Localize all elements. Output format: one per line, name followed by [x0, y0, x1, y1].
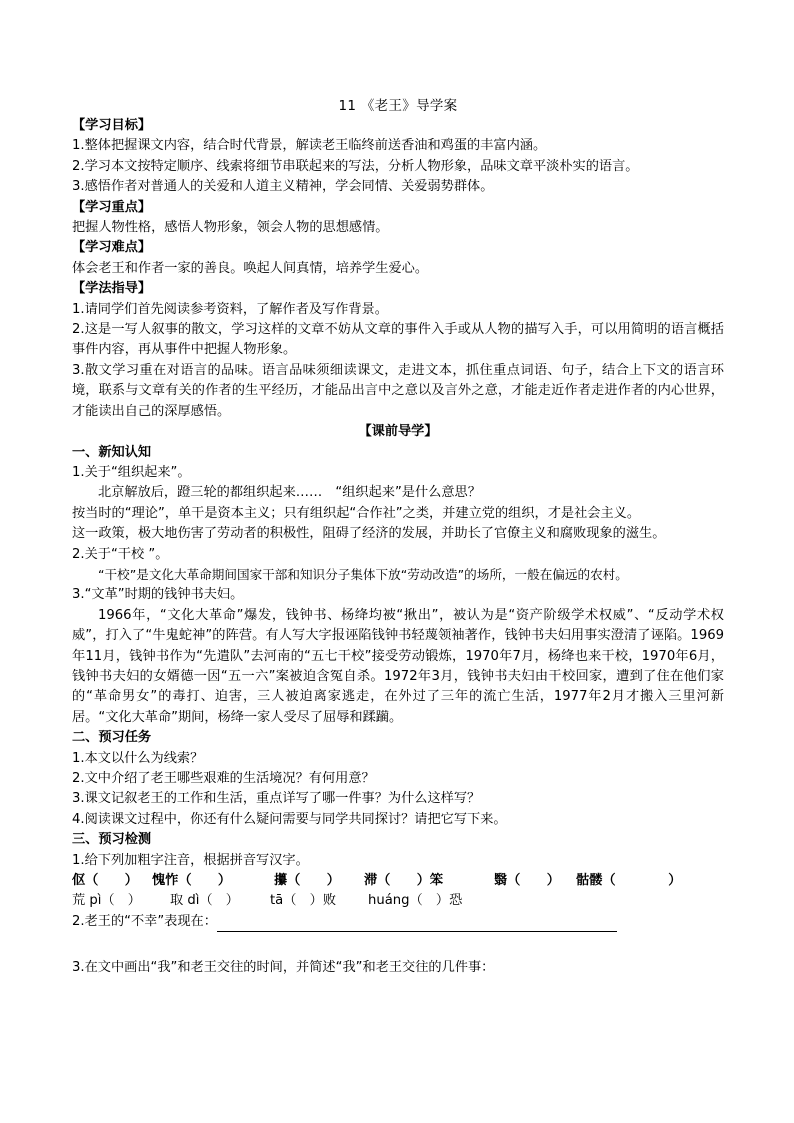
pinyin-cell: huáng（ ）恐	[368, 893, 463, 909]
q3-text: 1966年，“文化大革命”爆发，钱钟书、杨绛均被“揪出”，被认为是“资产阶级学术权威”、“反动学术权威”，打入了“牛鬼蛇神”的阵营。有人写大字报诬陷钱钟书轻蔑领袖著作，钱钟书夫妇用事实澄清了诬陷。1969年11月，钱钟书作为“先遣队”去河南的“五七干校”接受劳动锻炼，1970年7月，杨绛也来干校，1970年6月，钱钟书夫妇的女婿德一因“五一六”案被迫含冤自杀。1972年3月，钱钟书夫妇由干校回家，遭到了住在他们家的“革命男女”的毒打、迫害，三人被迫离家逃走，在外过了三年的流亡生活，1977年2月才搬入三里河新居。“文化大革命”期间，杨绛一家人受尽了屈辱和蹂躏。	[72, 607, 724, 725]
section3-heading: 三、预习检测	[72, 832, 152, 848]
q2-title: 2.关于“干校 ”。	[72, 546, 169, 562]
check-q2-label: 2.老王的“不幸”表现在：	[72, 913, 217, 929]
pinyin-row-1	[72, 871, 724, 891]
q1-answer: 这一政策，极大地伤害了劳动者的积极性，阻碍了经济的发展，并助长了官僚主义和腐败现象的滋生。	[72, 526, 666, 542]
pinyin-cell: 攥（ ）	[274, 873, 340, 889]
pinyin-cell: 愧怍（ ）	[152, 873, 232, 889]
preview-heading: 【课前导学】	[358, 424, 438, 440]
goal-item: 3.感悟作者对普通人的关爱和人道主义精神，学会同情、关爱弱势群体。	[72, 179, 494, 195]
method-item: 1.请同学们首先阅读参考资料，了解作者及写作背景。	[72, 301, 388, 317]
answer-blank[interactable]	[217, 917, 617, 932]
q1-answer: 按当时的“理论”，单干是资本主义；只有组织起“合作社”之类，并建立党的组织，才是社会主义。	[72, 505, 641, 521]
method-item: 2.这是一写人叙事的散文，学习这样的文章不妨从文章的事件入手或从人物的描写入手，可以用简明的语言概括事件内容，再从事件中把握人物形象。	[72, 322, 724, 358]
check-q3: 3.在文中画出“我”和老王交往的时间，并简述“我”和老王交往的几件事：	[72, 960, 495, 976]
check-q2	[72, 912, 724, 932]
q1-quote: 北京解放后，蹬三轮的都组织起来…… “组织起来”是什么意思？	[98, 485, 481, 501]
task-item: 3.课文记叙老王的工作和生活，重点详写了哪一件事？为什么这样写？	[72, 791, 481, 807]
check-q1-title: 1.给下列加粗字注音，根据拼音写汉字。	[72, 852, 309, 868]
goals-heading: 【学习目标】	[72, 118, 152, 133]
task-item: 2.文中介绍了老王哪些艰难的生活境况？有何用意？	[72, 771, 375, 786]
key-point-text: 把握人物性格，感悟人物形象，领会人物的思想感情。	[72, 220, 389, 236]
q2-text: “干校”是文化大革命期间国家干部和知识分子集体下放“劳动改造”的场所，一般在偏远的农村。	[98, 566, 628, 582]
pinyin-cell: 伛（ ）	[72, 873, 138, 889]
document-page	[72, 96, 724, 979]
task-item: 1.本文以什么为线索？	[72, 750, 204, 766]
pinyin-cell: 骷髅（ ）	[576, 873, 682, 889]
key-point-heading: 【学习重点】	[72, 199, 152, 215]
section1-heading: 一、新知认知	[72, 444, 152, 460]
pinyin-cell: 取 dì（ ）	[170, 893, 239, 909]
difficulty-text: 体会老王和作者一家的善良。唤起人间真情，培养学生爱心。	[72, 260, 429, 276]
method-heading: 【学法指导】	[72, 281, 152, 297]
pinyin-cell: tā（ ）败	[270, 893, 337, 909]
goal-item: 2.学习本文按特定顺序、线索将细节串联起来的写法，分析人物形象，品味文章平淡朴实的语言。	[72, 158, 639, 174]
pinyin-cell: 荒 pì（ ）	[72, 893, 141, 909]
pinyin-row-2	[72, 891, 724, 911]
pinyin-cell: 滞（ ）笨	[364, 873, 444, 889]
q3-title: 3.“文革”时期的钱钟书夫妇。	[72, 587, 244, 603]
spacer	[72, 932, 724, 952]
task-item: 4.阅读课文过程中，你还有什么疑问需要与同学共同探讨？请把它写下来。	[72, 811, 507, 827]
section2-heading: 二、预习任务	[72, 730, 152, 746]
q1-title: 1.关于“组织起来”。	[72, 464, 191, 480]
pinyin-cell: 翳（ ）	[494, 873, 560, 889]
difficulty-heading: 【学习难点】	[72, 240, 152, 256]
goal-item: 1.整体把握课文内容，结合时代背景，解读老王临终前送香油和鸡蛋的丰富内涵。	[72, 138, 547, 154]
method-item: 3.散文学习重在对语言的品味。语言品味须细读课文，走进文本，抓住重点词语、句子，结合上下文的语言环境，联系与文章有关的作者的生平经历，才能品出言中之意以及言外之意，才能走近作者走进作者的内心世界，才能读出自己的深厚感悟。	[72, 362, 724, 419]
page-title: 11 《老王》导学案	[338, 98, 458, 114]
